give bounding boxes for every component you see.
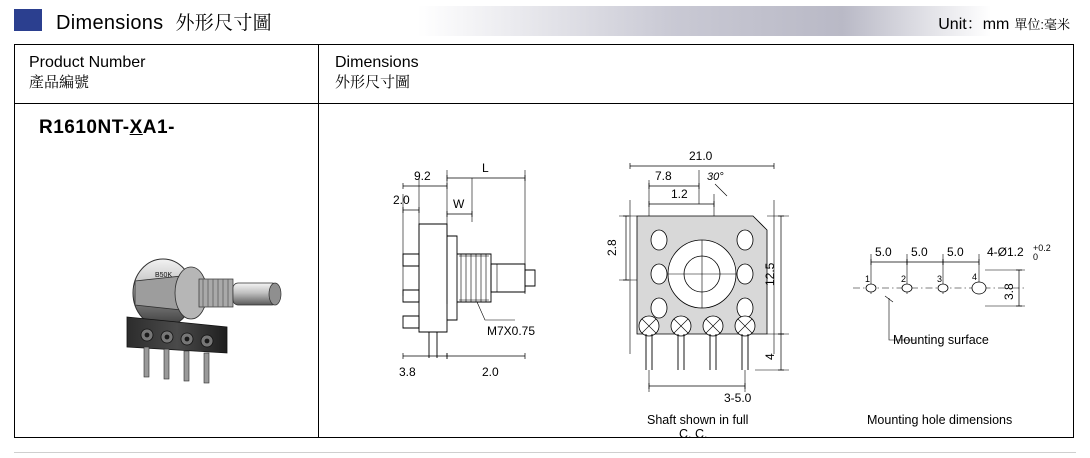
caption-cc: C. C. <box>679 427 708 438</box>
caption-shaft-full: Shaft shown in full <box>647 413 749 427</box>
page-title-cn: 外形尺寸圖 <box>175 13 272 34</box>
unit-note-en: Unit：mm <box>938 16 1010 33</box>
label-mounting-surface: Mounting surface <box>893 333 989 347</box>
dim-side-L: L <box>482 161 489 175</box>
dim-side-W: W <box>453 197 465 211</box>
footer-divider <box>14 452 1076 453</box>
column-header-product-number-en: Product Number <box>29 54 146 71</box>
pin-number-1: 1 <box>865 274 871 284</box>
dimensions-table <box>14 44 1074 438</box>
dim-front-7-8: 7.8 <box>655 169 672 183</box>
unit-note-cn: 單位:毫米 <box>1014 17 1070 32</box>
dim-mount-5-0-b: 5.0 <box>911 245 928 259</box>
dim-mount-tol-upper: +0.2 <box>1033 243 1051 253</box>
dim-front-3-5-0: 3-5.0 <box>724 391 752 405</box>
column-header-dimensions <box>335 53 419 93</box>
product-number-suffix: A1- <box>142 117 175 138</box>
page-header <box>14 6 1076 36</box>
label-thread-spec: M7X0.75 <box>487 324 536 338</box>
dim-front-4: 4 <box>763 353 777 360</box>
dim-front-21-0: 21.0 <box>689 149 713 163</box>
dim-front-12-5: 12.5 <box>763 262 777 286</box>
side-view-thread <box>457 254 491 302</box>
photo-threaded-bushing <box>199 279 233 307</box>
dim-side-2-0-bottom: 2.0 <box>482 365 499 379</box>
dim-side-3-8: 3.8 <box>399 365 416 379</box>
dim-mount-tol-lower: 0 <box>1033 252 1039 262</box>
column-header-dimensions-cn: 外形尺寸圖 <box>335 74 411 91</box>
photo-pcb-terminals <box>127 317 227 383</box>
page-title-en: Dimensions <box>56 12 164 34</box>
dim-front-2-8: 2.8 <box>605 239 619 256</box>
drawing-front-view <box>605 149 789 438</box>
header-bullet-square <box>14 9 42 31</box>
caption-mounting-hole-dimensions: Mounting hole dimensions <box>867 413 1013 427</box>
pin-number-2: 2 <box>901 274 907 284</box>
dim-front-angle: 30° <box>707 171 724 183</box>
technical-drawings <box>319 104 1074 438</box>
product-photo <box>107 235 297 395</box>
dim-mount-3-8: 3.8 <box>1002 283 1016 300</box>
pin-number-4: 4 <box>972 272 978 282</box>
dim-side-9-2: 9.2 <box>414 169 431 183</box>
dim-mount-hole-spec: 4-Ø1.2 <box>987 245 1024 259</box>
drawing-mounting-holes <box>853 243 1051 427</box>
product-number-variable: X <box>129 117 143 138</box>
photo-shaft <box>233 283 281 305</box>
product-number-value <box>39 117 175 139</box>
dim-front-1-2: 1.2 <box>671 187 688 201</box>
pin-number-3: 3 <box>937 274 943 284</box>
column-header-product-number-cn: 產品編號 <box>29 74 90 91</box>
dim-side-2-0-top: 2.0 <box>393 193 410 207</box>
unit-note <box>938 11 1070 34</box>
drawing-side-view <box>393 161 535 379</box>
column-header-product-number <box>29 53 146 93</box>
page-title <box>56 8 272 35</box>
column-header-dimensions-en: Dimensions <box>335 54 419 71</box>
photo-potentiometer-body <box>133 259 207 327</box>
product-number-prefix: R1610NT- <box>39 117 130 138</box>
dim-mount-5-0-a: 5.0 <box>875 245 892 259</box>
photo-value-label: B50K <box>155 272 173 279</box>
dim-mount-5-0-c: 5.0 <box>947 245 964 259</box>
